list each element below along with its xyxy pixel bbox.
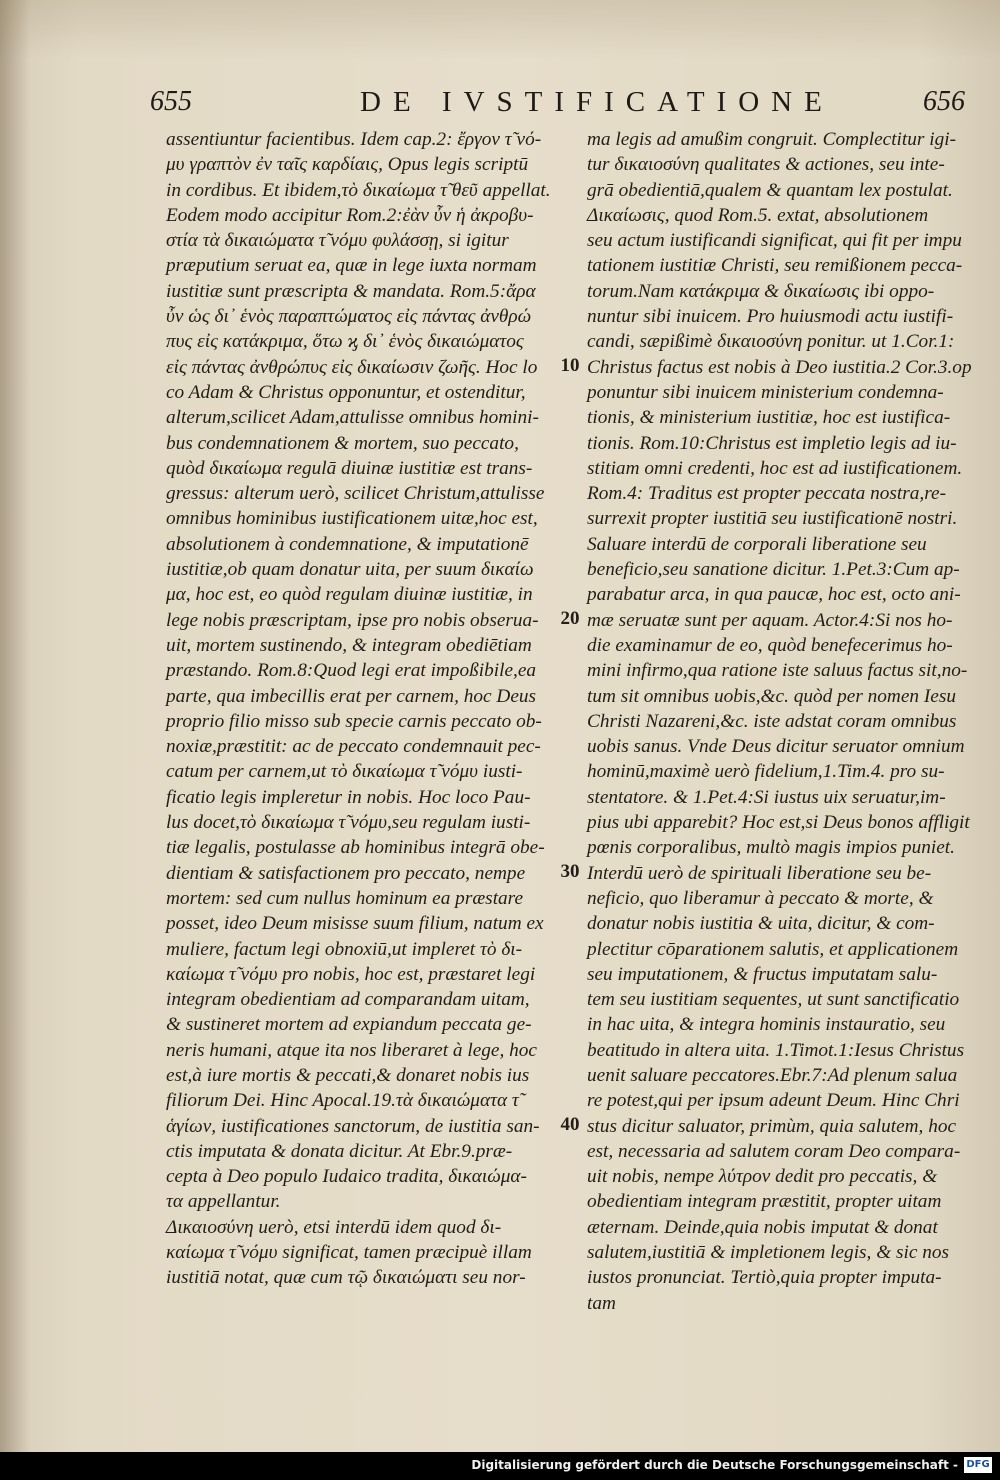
page-number-left: 655 <box>150 86 192 117</box>
text-line: ἁγίων, iustificationes sanctorum, de iustitia san- <box>166 1115 540 1137</box>
text-line: præstando. Rom.8:Quod legi erat impoßibile,ea <box>166 660 537 682</box>
text-line: mini infirmo,qua ratione iste saluus factus sit,no- <box>587 660 968 682</box>
text-line: quòd δικαίωμα regulā diuinæ iustitiæ est trans- <box>166 457 533 479</box>
text-line: grā obedientiā,qualem & quantam lex postulat. <box>587 179 953 201</box>
text-line: Christus factus est nobis à Deo iustitia.2 Cor.3.op <box>587 356 972 378</box>
text-line: obedientiam integram præstitit, propter uitam <box>587 1191 942 1213</box>
text-line: cepta à Deo populo Iudaico tradita, δικαιώμα- <box>166 1166 527 1188</box>
text-line: beneficio,seu sanatione dicitur. 1.Pet.3:Cum ap- <box>587 559 960 581</box>
text-line: lus docet,τὸ δικαίωμα τ̃ νόμυ,seu regulam iusti- <box>166 812 531 834</box>
text-line: καίωμα τ̃ νόμυ pro nobis, hoc est, præstaret legi <box>166 963 536 985</box>
text-line: Saluare interdū de corporali liberatione seu <box>587 533 927 555</box>
text-line: πυς εἰς κατάκριμα, ὅτω ϗ δι᾽ ἑνὸς δικαιώματος <box>166 331 524 353</box>
line-number-20: 20 <box>560 608 580 629</box>
text-line: Interdū uerò de spirituali liberatione seu be- <box>587 862 932 884</box>
text-line: gressus: alterum uerò, scilicet Christum,attulisse <box>166 483 545 505</box>
text-line: καίωμα τ̃ νόμυ significat, tamen præcipuè illam <box>166 1242 532 1264</box>
page-number-right: 656 <box>923 86 965 117</box>
text-line: parabatur arca, in qua paucæ, hoc est, octo ani- <box>587 584 961 606</box>
text-line: stentatore. & 1.Pet.4:Si iustus uix seruatur,im- <box>587 786 946 808</box>
text-line: plectitur cōparationem salutis, et applicationem <box>587 938 959 960</box>
dfg-logo: DFG <box>964 1457 992 1473</box>
text-line: assentiuntur facientibus. Idem cap.2: ἔργον τ̃ νό- <box>166 129 542 150</box>
text-line: pius ubi apparebit? Hoc est,si Deus bonos affligit <box>587 812 970 834</box>
text-line: Eodem modo accipitur Rom.2:ἐὰν ὖν ἡ ἀκροβυ- <box>166 204 534 226</box>
text-line: στία τὰ δικαιώματα τ̃ νόμυ φυλάσσῃ, si igitur <box>166 230 509 252</box>
text-line: præputium seruat ea, quæ in lege iuxta normam <box>166 255 537 277</box>
line-number-30: 30 <box>560 861 580 882</box>
text-line: muliere, factum legi obnoxiū,ut impleret τὸ δι- <box>166 938 523 960</box>
text-line: est, necessaria ad salutem coram Deo compara- <box>587 1140 961 1162</box>
text-line: beatitudo in altera uita. 1.Timot.1:Iesus Christus <box>587 1039 965 1061</box>
text-line: torum.Nam κατάκριμα & δικαίωσις ibi oppo- <box>587 280 935 302</box>
text-line: mæ seruatæ sunt per aquam. Actor.4:Si nos ho- <box>587 609 953 631</box>
text-line: pœnis corporalibus, multò magis impios puniet. <box>587 837 955 859</box>
text-line: tam <box>587 1292 616 1314</box>
text-line: parte, qua imbecillis erat per carnem, hoc Deus <box>166 685 537 707</box>
text-line: die examinamur de eo, quòd benefecerimus ho- <box>587 634 953 656</box>
text-line: μα, hoc est, eo quòd regulam diuinæ iustitiæ, in <box>166 584 533 606</box>
left-text-column <box>166 127 554 1291</box>
text-line: donatur nobis iustitia & uita, dicitur, & com- <box>587 913 935 935</box>
text-line: ficatio legis impleretur in nobis. Hoc loco Pau- <box>166 786 531 808</box>
text-line: tur δικαιοσύνη qualitates & actiones, seu inte- <box>587 154 945 176</box>
text-line: in cordibus. Et ibidem,τὸ δικαίωμα τ̃ θεῦ appellat. <box>166 179 551 201</box>
text-line: stus dicitur saluator, primùm, quia salutem, hoc <box>587 1115 957 1137</box>
text-line: Christi Nazareni,&c. iste adstat coram omnibus <box>587 710 957 732</box>
text-line: est,à iure mortis & peccati,& donaret nobis ius <box>166 1064 530 1086</box>
digitization-footer <box>0 1452 1000 1480</box>
text-line: & sustineret mortem ad expiandum peccata ge- <box>166 1014 532 1036</box>
text-line: Δικαιοσύνη uerò, etsi interdū idem quod δι- <box>166 1216 502 1238</box>
text-line: lege nobis præscriptam, ipse pro nobis obserua- <box>166 609 539 631</box>
text-line: uobis sanus. Vnde Deus dicitur seruator omnium <box>587 736 965 758</box>
text-line: εἰς πάντας ἀνθρώπυς εἰς δικαίωσιν ζωῆς. Hoc lo <box>166 356 538 378</box>
text-line: iustitiæ,ob quam donatur uita, per suum δικαίω <box>166 559 534 581</box>
text-line: æternam. Deinde,quia nobis imputat & donat <box>587 1216 938 1238</box>
text-line: iustitiæ sunt præscripta & mandata. Rom.5:ἄρα <box>166 280 536 302</box>
text-line: stitiam omni credenti, hoc est ad iustificationem. <box>587 457 963 479</box>
text-line: co Adam & Christus opponuntur, et ostenditur, <box>166 381 526 403</box>
text-line: tionis, & ministerium iustitiæ, hoc est iustifica- <box>587 407 951 429</box>
text-line: tum sit omnibus uobis,&c. quòd per nomen Iesu <box>587 685 956 707</box>
text-line: surrexit propter iustitiā seu iustificationē nostri. <box>587 508 958 530</box>
text-line: absolutionem à condemnatione, & imputationē <box>166 533 529 555</box>
text-line: bus condemnationem & mortem, suo peccato, <box>166 432 519 454</box>
text-line: integram obedientiam ad comparandam uitam, <box>166 989 530 1011</box>
text-line: iustos pronunciat. Tertiò,quia propter imputa- <box>587 1267 942 1289</box>
text-line: tem seu iustitiam sequentes, ut sunt sanctificatio <box>587 989 960 1011</box>
text-line: uenit saluare peccatores.Ebr.7:Ad plenum salua <box>587 1064 958 1086</box>
text-line: candi, sæpißimè δικαιοσύνη ponitur. ut 1.Cor.1: <box>587 331 955 353</box>
text-line: proprio filio misso sub specie carnis peccato ob- <box>166 710 542 732</box>
running-head <box>150 86 965 126</box>
text-line: ὖν ὡς δι᾽ ἑνὸς παραπτώματος εἰς πάντας ἀνθρώ <box>166 306 532 328</box>
text-line: μυ γραπτὸν ἐν ταῖς καρδίαις, Opus legis scriptū <box>166 154 529 176</box>
text-line: re potest,qui per ipsum adeunt Deum. Hinc Chri <box>587 1090 960 1112</box>
text-line: catum per carnem,ut τὸ δικαίωμα τ̃ νόμυ iusti- <box>166 761 523 783</box>
text-line: tationem iustitiæ Christi, seu remißionem pecca- <box>587 255 963 277</box>
text-line: noxiæ,præstitit: ac de peccato condemnauit pec- <box>166 736 541 758</box>
footer-credit: Digitalisierung gefördert durch die Deutsche Forschungsgemeinschaft - <box>471 1458 958 1472</box>
text-line: Rom.4: Traditus est propter peccata nostra,re- <box>587 483 946 505</box>
text-line: seu actum iustificandi significat, qui fit per impu <box>587 230 962 252</box>
text-line: neris humani, atque ita nos liberaret à lege, hoc <box>166 1039 537 1061</box>
running-title: DE IVSTIFICATIONE <box>360 86 834 118</box>
line-number-10: 10 <box>560 355 580 376</box>
text-line: ctis imputata & donata dicitur. At Ebr.9.præ- <box>166 1140 513 1162</box>
text-line: filiorum Dei. Hinc Apocal.19.τὰ δικαιώματα τ̃ <box>166 1090 519 1112</box>
text-line: omnibus hominibus iustificationem uitæ,hoc est, <box>166 508 538 530</box>
text-line: posset, ideo Deum misisse suum filium, natum ex <box>166 913 544 935</box>
text-line: ma legis ad amußim congruit. Complectitur igi- <box>587 129 956 150</box>
text-line: tionis. Rom.10:Christus est impletio legis ad iu- <box>587 432 957 454</box>
text-line: tiæ legalis, postulasse ab hominibus integrā obe- <box>166 837 545 859</box>
text-line: mortem: sed cum nullus hominum ea præstare <box>166 887 524 909</box>
text-line: dientiam & satisfactionem pro peccato, nempe <box>166 862 526 884</box>
text-line: iustitiā notat, quæ cum τῷ δικαιώματι seu nor- <box>166 1267 526 1289</box>
text-line: seu imputationem, & fructus imputatam salu- <box>587 963 938 985</box>
text-line: nuntur sibi inuicem. Pro huiusmodi actu iustifi- <box>587 306 954 328</box>
text-line: in hac uita, & integra hominis instauratio, seu <box>587 1014 946 1036</box>
text-line: alterum,scilicet Adam,attulisse omnibus homini- <box>166 407 539 429</box>
text-line: neficio, quo liberamur à peccato & morte, & <box>587 887 934 909</box>
text-line: ponuntur sibi inuicem ministerium condemna- <box>587 381 944 403</box>
text-line: Δικαίωσις, quod Rom.5. extat, absolutionem <box>587 204 929 226</box>
text-line: uit nobis, nempe λύτρον dedit pro peccatis, & <box>587 1166 938 1188</box>
text-line: hominū,maximè uerò fidelium,1.Tim.4. pro su- <box>587 761 945 783</box>
text-line: uit, mortem sustinendo, & integram obediētiam <box>166 634 532 656</box>
text-line: τα appellantur. <box>166 1191 281 1213</box>
text-line: salutem,iustitiā & impletionem legis, & sic nos <box>587 1242 950 1264</box>
line-number-40: 40 <box>560 1114 580 1135</box>
right-text-column <box>587 127 972 1316</box>
